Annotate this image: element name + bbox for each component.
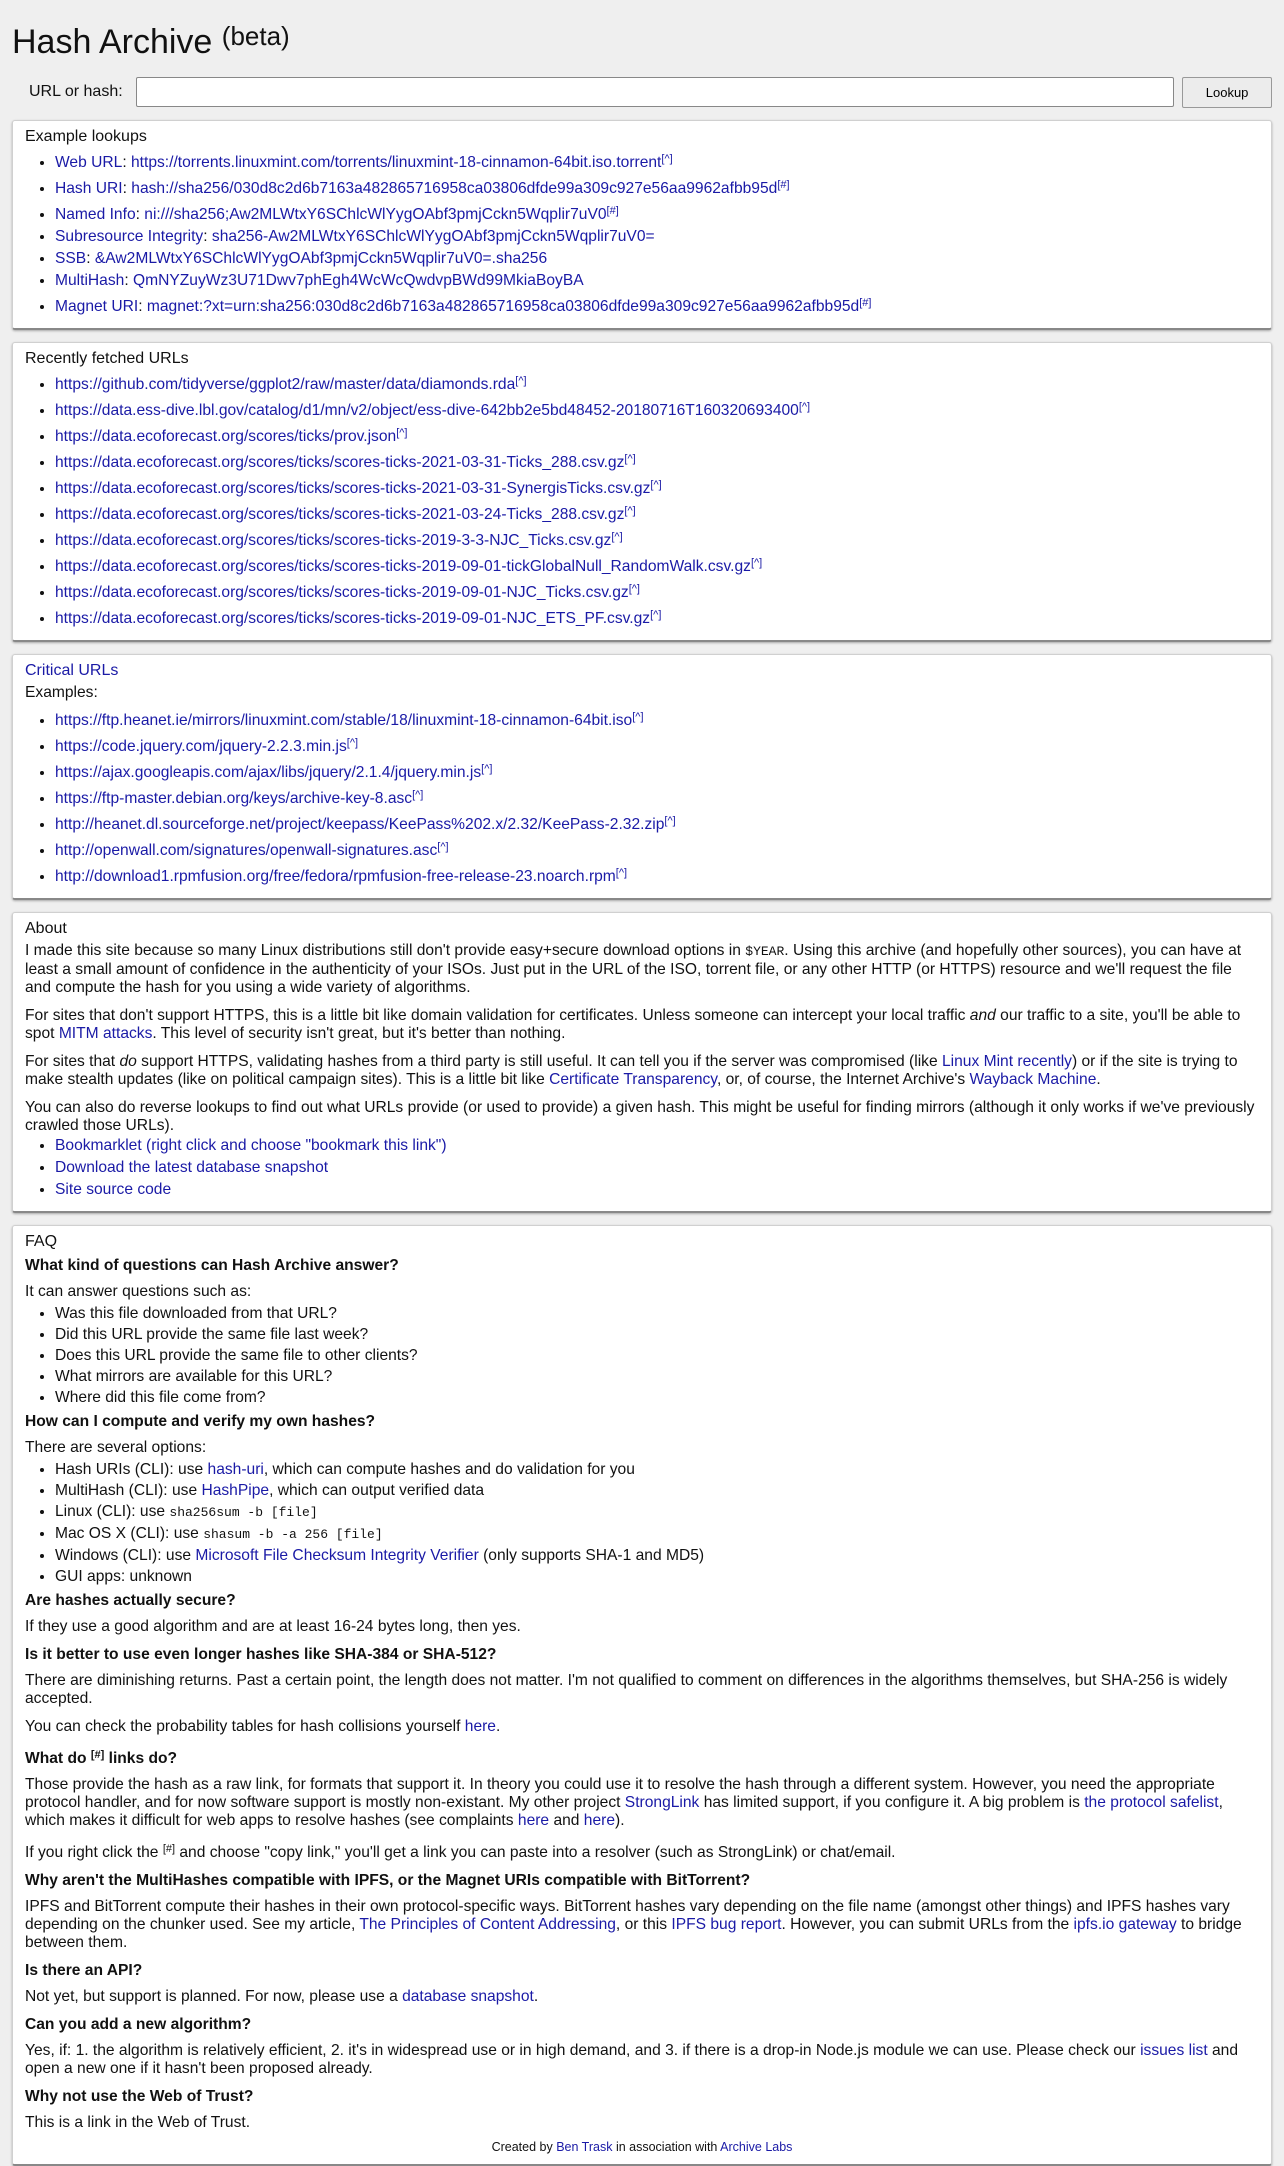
list-item: [55, 760, 1259, 782]
faq-question: Is it better to use even longer hashes like SHA-384 or SHA-512?: [25, 1646, 497, 1663]
list-item: [55, 1137, 1259, 1155]
lookup-value-link[interactable]: magnet:?xt=urn:sha256:030d8c2d6b7163a482865716958ca03806dfde99a309c927e56aa9962afbb95d: [146, 298, 860, 315]
recently-fetched-title: Recently fetched URLs: [25, 350, 189, 367]
about-panel: [12, 912, 1272, 1213]
faq-answer: IPFS and BitTorrent compute their hashes in their own protocol-specific ways. BitTorrent hashes vary depending on the file name (amongst other things) and IPFS hashes vary depending on the chunker used. See my article, The Principles of Content Addressing, or this IPFS bug report. However, you can submit URLs from the ipfs.io gateway to bridge between them.: [25, 1898, 1242, 1951]
url-link[interactable]: http://heanet.dl.sourceforge.net/project/keepass/KeePass%202.x/2.32/KeePass-2.32.zip: [55, 816, 665, 833]
url-link[interactable]: https://ftp.heanet.ie/mirrors/linuxmint.com/stable/18/linuxmint-18-cinnamon-64bit.iso: [55, 712, 633, 729]
recently-fetched-list: [25, 372, 1259, 628]
example-lookup-item: • MultiHash: QmNYZuyWz3U71Dwv7phEgh4WcWcQwdvpBWd99MkiaBoyBA: [55, 272, 1259, 290]
list-item: [55, 838, 1259, 860]
faq-answer: Not yet, but support is planned. For now, please use a database snapshot.: [25, 1988, 539, 2005]
faq-answer: There are diminishing returns. Past a certain point, the length does not matter. I'm not qualified to comment on differences in the algorithms themselves, but SHA-256 is widely accepted.: [25, 1672, 1228, 1707]
faq-answer: Yes, if: 1. the algorithm is relatively efficient, 2. it's in widespread use or in high demand, and 3. if there is a drop-in Node.js module we can use. Please check our issues list and open a new one if it hasn't been proposed already.: [25, 2042, 1239, 2077]
hash-marker: [#]: [90, 1749, 105, 1761]
hash-link-marker[interactable]: [#]: [859, 297, 872, 309]
faq-question: Why not use the Web of Trust?: [25, 2088, 254, 2105]
external-link-marker[interactable]: [^]: [664, 815, 676, 827]
beta-label: (beta): [221, 21, 290, 51]
url-link[interactable]: https://ajax.googleapis.com/ajax/libs/jquery/2.1.4/jquery.min.js: [55, 764, 482, 781]
linux-mint-link[interactable]: Linux Mint recently: [941, 1053, 1072, 1070]
list-item: [55, 528, 1259, 550]
hashpipe-link[interactable]: HashPipe: [201, 1482, 270, 1499]
external-link-marker[interactable]: [^]: [481, 763, 493, 775]
external-link-marker[interactable]: [^]: [437, 841, 449, 853]
footer: Created by Ben Trask in association with Archive Labs: [491, 2140, 793, 2154]
lookup-type-link[interactable]: Web URL: [55, 154, 123, 171]
about-paragraph-3: For sites that do support HTTPS, validating hashes from a third party is still useful. It can tell you if the server was compromised (like Linux Mint recently) or if the site is trying to make stealth updates (like on political campaign sites). This is a little bit like Certificate Transparency, or, of course, the Internet Archive's Wayback Machine.: [25, 1053, 1238, 1088]
external-link-marker[interactable]: [^]: [750, 557, 763, 569]
url-link[interactable]: https://data.ecoforecast.org/scores/ticks/scores-ticks-2019-09-01-NJC_Ticks.csv.gz: [55, 584, 629, 601]
about-paragraph-4: You can also do reverse lookups to find out what URLs provide (or used to provide) a given hash. This might be useful for finding mirrors (although it only works if we've previously crawled those URLs).: [25, 1099, 1255, 1134]
hash-link-marker[interactable]: [#]: [606, 205, 619, 217]
complaint-link-1[interactable]: here: [517, 1812, 550, 1829]
external-link-marker[interactable]: [^]: [396, 427, 408, 439]
external-link-marker[interactable]: [^]: [624, 505, 636, 517]
external-link-marker[interactable]: [^]: [611, 531, 623, 543]
hash-uri-link[interactable]: hash-uri: [207, 1461, 264, 1478]
list-item: • GUI apps: unknown: [55, 1568, 1259, 1586]
faq-question: How can I compute and verify my own hashes?: [25, 1413, 376, 1430]
list-item: • Does this URL provide the same file to other clients?: [55, 1347, 1259, 1365]
external-link-marker[interactable]: [^]: [632, 711, 644, 723]
list-item: [55, 734, 1259, 756]
external-link-marker[interactable]: [^]: [628, 583, 640, 595]
faq-answer: If they use a good algorithm and are at least 16-24 bytes long, then yes.: [25, 1618, 521, 1635]
about-paragraph-1: I made this site because so many Linux distributions still don't provide easy+secure download options in $YEAR. Using this archive (and hopefully other sources), you can have at least a small amount of confidence in the authenticity of your ISOs. Just put in the URL of the ISO, torrent file, or any other HTTP (or HTTPS) resource and we'll request the file and compute the hash for you using a wide variety of algorithms.: [25, 942, 1242, 996]
list-item: • MultiHash (CLI): use HashPipe, which can output verified data: [55, 1482, 1259, 1500]
lookup-value-link[interactable]: &Aw2MLWtxY6SChlcWlYygOAbf3pmjCckn5Wqplir7uV0=.sha256: [94, 250, 548, 267]
faq-question: What kind of questions can Hash Archive answer?: [25, 1257, 399, 1274]
list-item: • Linux (CLI): use sha256sum -b [file]: [55, 1503, 1259, 1522]
url-link[interactable]: https://github.com/tidyverse/ggplot2/raw/master/data/diamonds.rda: [55, 376, 516, 393]
external-link-marker[interactable]: [^]: [346, 737, 359, 749]
url-link[interactable]: http://openwall.com/signatures/openwall-signatures.asc: [55, 842, 438, 859]
list-item: [55, 1159, 1259, 1177]
list-item: [55, 476, 1259, 498]
list-item: • Windows (CLI): use Microsoft File Checksum Integrity Verifier (only supports SHA-1 and MD5): [55, 1547, 1259, 1565]
lookup-form: [12, 76, 1272, 108]
example-lookup-item: • Web URL: https://torrents.linuxmint.com/torrents/linuxmint-18-cinnamon-64bit.iso.torrent[^]: [55, 150, 1259, 172]
site-source-link[interactable]: Site source code: [55, 1181, 172, 1198]
lookup-type-link[interactable]: Subresource Integrity: [55, 228, 204, 245]
external-link-marker[interactable]: [^]: [412, 789, 424, 801]
external-link-marker[interactable]: [^]: [650, 609, 662, 621]
issues-list-link[interactable]: issues list: [1140, 2042, 1208, 2059]
lookup-value-link[interactable]: sha256-Aw2MLWtxY6SChlcWlYygOAbf3pmjCckn5Wqplir7uV0=: [211, 228, 655, 245]
lookup-button[interactable]: Lookup: [1182, 77, 1272, 108]
list-item: • Was this file downloaded from that URL?: [55, 1305, 1259, 1323]
lookup-type-link[interactable]: SSB: [55, 250, 87, 267]
lookup-value-link[interactable]: QmNYZuyWz3U71Dwv7phEgh4WcWcQwdvpBWd99MkiaBoyBA: [133, 272, 584, 289]
external-link-marker[interactable]: [^]: [798, 401, 811, 413]
external-link-marker[interactable]: [^]: [515, 375, 527, 387]
collision-tables-link[interactable]: here: [464, 1718, 496, 1735]
url-link[interactable]: https://data.ecoforecast.org/scores/ticks/scores-ticks-2021-03-24-Ticks_288.csv.gz: [55, 506, 625, 523]
ipfs-gateway-link[interactable]: ipfs.io gateway: [1073, 1916, 1177, 1933]
list-item: [55, 708, 1259, 730]
faq-answer: There are several options:: [25, 1439, 207, 1456]
url-link[interactable]: http://download1.rpmfusion.org/free/fedora/rpmfusion-free-release-23.noarch.rpm: [55, 868, 616, 885]
critical-urls-list: [25, 708, 1259, 886]
example-lookups-list: [25, 150, 1259, 316]
external-link-marker[interactable]: [^]: [624, 453, 636, 465]
list-item: [55, 372, 1259, 394]
year-code: $YEAR: [745, 944, 785, 959]
url-or-hash-input[interactable]: [136, 77, 1174, 107]
url-link[interactable]: https://data.ecoforecast.org/scores/ticks/scores-ticks-2019-3-3-NJC_Ticks.csv.gz: [55, 532, 612, 549]
mitm-attacks-link[interactable]: MITM attacks: [58, 1025, 153, 1042]
stronglink-link[interactable]: StrongLink: [624, 1794, 700, 1811]
faq-answer: This is a link in the Web of Trust.: [25, 2114, 251, 2131]
faq-question: What do [#] links do?: [25, 1749, 178, 1767]
lookup-type-link[interactable]: Hash URI: [55, 180, 123, 197]
critical-urls-panel: [12, 654, 1272, 900]
lookup-type-link[interactable]: MultiHash: [55, 272, 125, 289]
about-links: [25, 1137, 1259, 1199]
lookup-value-link[interactable]: https://torrents.linuxmint.com/torrents/linuxmint-18-cinnamon-64bit.iso.torrent: [130, 154, 662, 171]
hash-link-marker[interactable]: [#]: [777, 179, 790, 191]
lookup-type-link[interactable]: Magnet URI: [55, 298, 139, 315]
list-item: [55, 1181, 1259, 1199]
example-lookups-title: Example lookups: [25, 128, 147, 145]
critical-urls-link[interactable]: Critical URLs: [25, 662, 119, 679]
site-name: Hash Archive: [12, 23, 213, 61]
faq-question: Is there an API?: [25, 1962, 143, 1979]
faq-answer: If you right click the [#] and choose "copy link," you'll get a link you can paste into a resolver (such as StrongLink) or chat/email.: [25, 1843, 896, 1861]
list-item: • What mirrors are available for this URL?: [55, 1368, 1259, 1386]
about-title: About: [25, 920, 67, 937]
list-item: [55, 398, 1259, 420]
list-item: [55, 502, 1259, 524]
example-lookups-panel: [12, 120, 1272, 330]
faq-answer: You can check the probability tables for hash collisions yourself here.: [25, 1718, 501, 1735]
content-addressing-link[interactable]: The Principles of Content Addressing: [359, 1916, 616, 1933]
faq-panel: [12, 1225, 1272, 2166]
url-link[interactable]: https://data.ecoforecast.org/scores/ticks/scores-ticks-2021-03-31-SynergisTicks.csv.gz: [55, 480, 651, 497]
database-snapshot-faq-link[interactable]: database snapshot: [402, 1988, 534, 2005]
url-link[interactable]: https://code.jquery.com/jquery-2.2.3.min.js: [55, 738, 347, 755]
recently-fetched-panel: [12, 342, 1272, 642]
url-link[interactable]: https://ftp-master.debian.org/keys/archive-key-8.asc: [55, 790, 413, 807]
url-link[interactable]: https://data.ecoforecast.org/scores/ticks/prov.json: [55, 428, 397, 445]
list-item: • Did this URL provide the same file last week?: [55, 1326, 1259, 1344]
list-item: [55, 812, 1259, 834]
url-link[interactable]: https://data.ecoforecast.org/scores/ticks/scores-ticks-2019-09-01-NJC_ETS_PF.csv.gz: [55, 610, 651, 627]
url-link[interactable]: https://data.ess-dive.lbl.gov/catalog/d1/mn/v2/object/ess-dive-642bb2e5bd48452-20180716T160320693400: [55, 402, 799, 419]
archive-labs-link[interactable]: Archive Labs: [720, 2140, 793, 2154]
external-link-marker[interactable]: [^]: [661, 153, 673, 165]
about-paragraph-2: For sites that don't support HTTPS, this is a little bit like domain validation for certificates. Unless someone can intercept your local traffic and our traffic to a site, you'll be able to spot MITM attacks. This level of security isn't great, but it's better than nothing.: [25, 1007, 1241, 1042]
faq-answer: Those provide the hash as a raw link, for formats that support it. In theory you could use it to resolve the hash through a different system. However, you need the appropriate protocol handler, and for now software support is mostly non-existant. My other project StrongLink has limited support, if you configure it. A big problem is the protocol safelist, which makes it difficult for web apps to resolve hashes (see complaints here and here).: [25, 1776, 1223, 1829]
faq-answer-list: [25, 1461, 1259, 1586]
fciv-link[interactable]: Microsoft File Checksum Integrity Verifier: [195, 1547, 479, 1564]
faq-question: Why aren't the MultiHashes compatible with IPFS, or the Magnet URIs compatible with BitTorrent?: [25, 1872, 751, 1889]
url-link[interactable]: https://data.ecoforecast.org/scores/ticks/scores-ticks-2021-03-31-Ticks_288.csv.gz: [55, 454, 625, 471]
certificate-transparency-link[interactable]: Certificate Transparency: [549, 1071, 717, 1088]
list-item: [55, 554, 1259, 576]
faq-title: FAQ: [25, 1233, 58, 1250]
example-lookup-item: • Named Info: ni:///sha256;Aw2MLWtxY6SChlcWlYygOAbf3pmjCckn5Wqplir7uV0[#]: [55, 202, 1259, 224]
lookup-value-link[interactable]: ni:///sha256;Aw2MLWtxY6SChlcWlYygOAbf3pmjCckn5Wqplir7uV0: [144, 206, 607, 223]
external-link-marker[interactable]: [^]: [650, 479, 662, 491]
list-item: [55, 606, 1259, 628]
lookup-label: URL or hash:: [29, 83, 123, 100]
protocol-safelist-link[interactable]: the protocol safelist: [1084, 1794, 1219, 1811]
url-link[interactable]: https://data.ecoforecast.org/scores/ticks/scores-ticks-2019-09-01-tickGlobalNull_RandomWalk.csv.gz: [55, 558, 751, 575]
critical-examples-label: Examples:: [25, 684, 98, 701]
bookmarklet-link[interactable]: Bookmarklet (right click and choose "bookmark this link"): [55, 1137, 447, 1154]
ipfs-bug-report-link[interactable]: IPFS bug report: [671, 1916, 782, 1933]
list-item: • Hash URIs (CLI): use hash-uri, which can compute hashes and do validation for you: [55, 1461, 1259, 1479]
list-item: [55, 580, 1259, 602]
database-snapshot-link[interactable]: Download the latest database snapshot: [55, 1159, 329, 1176]
list-item: [55, 864, 1259, 886]
faq-answer-list: [25, 1305, 1259, 1407]
lookup-type-link[interactable]: Named Info: [55, 206, 136, 223]
wayback-machine-link[interactable]: Wayback Machine: [969, 1071, 1097, 1088]
faq-question: Can you add a new algorithm?: [25, 2016, 252, 2033]
lookup-value-link[interactable]: hash://sha256/030d8c2d6b7163a482865716958ca03806dfde99a309c927e56aa9962afbb95d: [131, 180, 778, 197]
example-lookup-item: • Magnet URI: magnet:?xt=urn:sha256:030d8c2d6b7163a482865716958ca03806dfde99a309c927e56aa9962afbb95d[#]: [55, 294, 1259, 316]
author-link[interactable]: Ben Trask: [556, 2140, 613, 2154]
faq-question: Are hashes actually secure?: [25, 1592, 236, 1609]
example-lookup-item: • SSB: &Aw2MLWtxY6SChlcWlYygOAbf3pmjCckn5Wqplir7uV0=.sha256: [55, 250, 1259, 268]
list-item: • Where did this file come from?: [55, 1389, 1259, 1407]
list-item: [55, 450, 1259, 472]
list-item: • Mac OS X (CLI): use shasum -b -a 256 [file]: [55, 1525, 1259, 1544]
list-item: [55, 786, 1259, 808]
list-item: [55, 424, 1259, 446]
page-title: [0, 0, 1284, 66]
hash-marker: [#]: [162, 1843, 176, 1855]
example-lookup-item: • Hash URI: hash://sha256/030d8c2d6b7163a482865716958ca03806dfde99a309c927e56aa9962afbb95d[#]: [55, 176, 1259, 198]
faq-answer: It can answer questions such as:: [25, 1283, 252, 1300]
external-link-marker[interactable]: [^]: [615, 867, 628, 879]
example-lookup-item: • Subresource Integrity: sha256-Aw2MLWtxY6SChlcWlYygOAbf3pmjCckn5Wqplir7uV0=: [55, 228, 1259, 246]
complaint-link-2[interactable]: here: [583, 1812, 616, 1829]
